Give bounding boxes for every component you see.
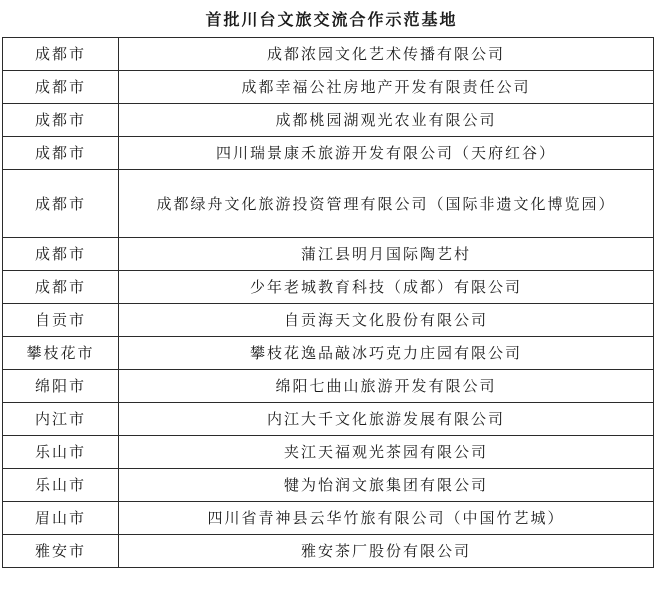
table-row xyxy=(3,71,654,104)
table-row xyxy=(3,337,654,370)
table-row xyxy=(3,403,654,436)
table-row xyxy=(3,502,654,535)
base-list-table xyxy=(2,37,654,568)
city-cell: 眉山市 xyxy=(3,502,119,535)
city-cell: 成都市 xyxy=(3,271,119,304)
base-name-cell: 绵阳七曲山旅游开发有限公司 xyxy=(119,370,654,403)
table-row xyxy=(3,304,654,337)
base-name-cell: 内江大千文化旅游发展有限公司 xyxy=(119,403,654,436)
table-row xyxy=(3,469,654,502)
base-name-cell: 雅安茶厂股份有限公司 xyxy=(119,535,654,568)
city-cell: 雅安市 xyxy=(3,535,119,568)
base-name-cell: 自贡海天文化股份有限公司 xyxy=(119,304,654,337)
base-name-cell: 成都桃园湖观光农业有限公司 xyxy=(119,104,654,137)
city-cell: 内江市 xyxy=(3,403,119,436)
table-row xyxy=(3,535,654,568)
city-cell: 成都市 xyxy=(3,238,119,271)
city-cell: 乐山市 xyxy=(3,436,119,469)
city-cell: 成都市 xyxy=(3,38,119,71)
base-name-cell: 攀枝花逸品敲冰巧克力庄园有限公司 xyxy=(119,337,654,370)
base-name-cell: 少年老城教育科技（成都）有限公司 xyxy=(119,271,654,304)
base-name-cell: 成都绿舟文化旅游投资管理有限公司（国际非遗文化博览园） xyxy=(119,170,654,238)
base-name-cell: 蒲江县明月国际陶艺村 xyxy=(119,238,654,271)
base-name-cell: 犍为怡润文旅集团有限公司 xyxy=(119,469,654,502)
city-cell: 攀枝花市 xyxy=(3,337,119,370)
base-name-cell: 四川省青神县云华竹旅有限公司（中国竹艺城） xyxy=(119,502,654,535)
table-row xyxy=(3,137,654,170)
city-cell: 成都市 xyxy=(3,104,119,137)
base-name-cell: 成都浓园文化艺术传播有限公司 xyxy=(119,38,654,71)
city-cell: 绵阳市 xyxy=(3,370,119,403)
base-name-cell: 夹江天福观光茶园有限公司 xyxy=(119,436,654,469)
page-title: 首批川台文旅交流合作示范基地 xyxy=(205,10,458,29)
table-row xyxy=(3,436,654,469)
city-cell: 成都市 xyxy=(3,170,119,238)
city-cell: 自贡市 xyxy=(3,304,119,337)
table-row xyxy=(3,104,654,137)
city-cell: 乐山市 xyxy=(3,469,119,502)
city-cell: 成都市 xyxy=(3,71,119,104)
table-row xyxy=(3,238,654,271)
table-row xyxy=(3,370,654,403)
table-row xyxy=(3,170,654,238)
base-name-cell: 四川瑞景康禾旅游开发有限公司（天府红谷） xyxy=(119,137,654,170)
table-row xyxy=(3,38,654,71)
base-name-cell: 成都幸福公社房地产开发有限责任公司 xyxy=(119,71,654,104)
city-cell: 成都市 xyxy=(3,137,119,170)
table-row xyxy=(3,271,654,304)
